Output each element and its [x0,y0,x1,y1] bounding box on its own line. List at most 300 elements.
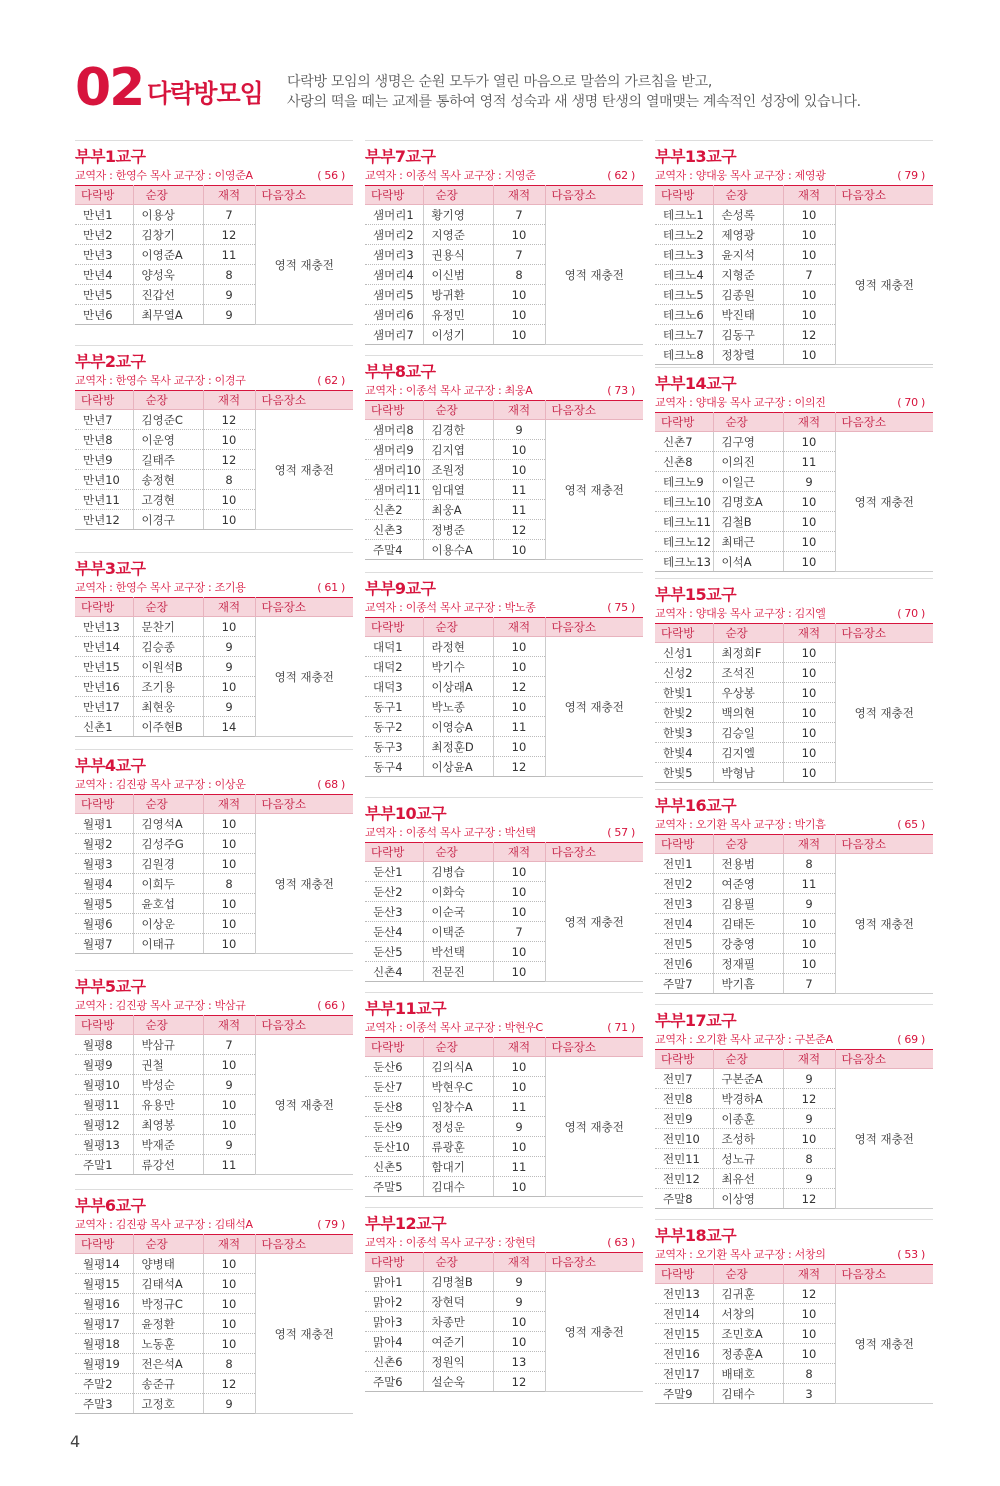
table-row [655,1069,933,1089]
enrolled-cell: 10 [493,325,545,345]
leader-cell: 이희두 [133,874,203,894]
room-cell: 전민1 [655,854,713,874]
leader-cell: 정병준 [423,520,493,540]
col-next-place-header: 다음장소 [545,401,643,420]
table-header-row [75,1016,353,1035]
pastor-leader-text: 교역자 : 한영수 목사 교구장 : 이경구 [75,374,246,387]
room-cell: 둔산9 [365,1117,423,1137]
district-group [365,572,643,777]
enrolled-cell: 9 [203,697,255,717]
col-leader-header: 순장 [423,1038,493,1057]
leader-cell: 김구영 [713,432,783,452]
col-leader-header: 순장 [133,1016,203,1035]
district-info [365,1234,643,1252]
room-cell: 전민17 [655,1364,713,1384]
room-cell: 월평3 [75,854,133,874]
room-cell: 신촌1 [75,717,133,737]
district-title: 부부2교구 [75,345,353,372]
col-room-header: 다락방 [365,618,423,637]
enrolled-cell: 11 [493,480,545,500]
col-enrolled-header: 재적 [783,835,835,854]
enrolled-cell: 9 [203,305,255,325]
enrolled-cell: 8 [783,854,835,874]
enrolled-cell: 12 [493,520,545,540]
room-cell: 맑아1 [365,1272,423,1292]
table-row [365,637,643,657]
enrolled-cell: 10 [783,954,835,974]
leader-cell: 김태석A [133,1274,203,1294]
table-header-row [75,391,353,410]
enrolled-cell: 9 [783,472,835,492]
table-header-row [75,186,353,205]
leader-cell: 송정현 [133,470,203,490]
enrolled-cell: 9 [203,1135,255,1155]
district-group [655,578,933,783]
leader-cell: 손성록 [713,205,783,225]
district-info [75,372,353,390]
enrolled-cell: 10 [493,862,545,882]
leader-cell: 이석A [713,552,783,572]
room-cell: 월평15 [75,1274,133,1294]
leader-cell: 김종원 [713,285,783,305]
leader-cell: 박현우C [423,1077,493,1097]
pastor-leader-text: 교역자 : 이종석 목사 교구장 : 박선택 [365,826,536,839]
enrolled-cell: 10 [493,657,545,677]
next-place-cell: 영적 재충전 [545,637,643,777]
col-leader-header: 순장 [713,1050,783,1069]
room-cell: 주말1 [75,1155,133,1175]
leader-cell: 길태주 [133,450,203,470]
leader-cell: 임대열 [423,480,493,500]
room-cell: 샘머리10 [365,460,423,480]
enrolled-cell: 10 [493,225,545,245]
member-count: ( 71 ) [607,1021,635,1034]
district-info [655,394,933,412]
enrolled-cell: 7 [493,922,545,942]
enrolled-cell: 9 [493,1292,545,1312]
next-place-cell: 영적 재충전 [255,814,353,954]
room-cell: 전민8 [655,1089,713,1109]
enrolled-cell: 9 [203,657,255,677]
room-cell: 한빛5 [655,763,713,783]
leader-cell: 정창렬 [713,345,783,365]
table-row [75,617,353,637]
leader-cell: 송준규 [133,1374,203,1394]
col-room-header: 다락방 [365,186,423,205]
leader-cell: 최영봉 [133,1115,203,1135]
leader-cell: 이영준A [133,245,203,265]
col-enrolled-header: 재적 [783,1265,835,1284]
table-header-row [655,835,933,854]
col-next-place-header: 다음장소 [545,843,643,862]
room-cell: 테크노8 [655,345,713,365]
room-cell: 테크노10 [655,492,713,512]
col-enrolled-header: 재적 [783,413,835,432]
room-cell: 신촌8 [655,452,713,472]
col-leader-header: 순장 [713,413,783,432]
col-enrolled-header: 재적 [493,618,545,637]
enrolled-cell: 10 [783,205,835,225]
district-title: 부부9교구 [365,572,643,599]
leader-cell: 이상운 [133,914,203,934]
leader-cell: 이원석B [133,657,203,677]
room-cell: 전민16 [655,1344,713,1364]
room-cell: 대덕3 [365,677,423,697]
enrolled-cell: 10 [783,1344,835,1364]
district-table [75,390,353,530]
district-info [365,824,643,842]
col-next-place-header: 다음장소 [545,1253,643,1272]
table-header-row [365,401,643,420]
col-next-place-header: 다음장소 [545,1038,643,1057]
district-table [655,412,933,572]
district-group [75,140,353,325]
room-cell: 테크노12 [655,532,713,552]
enrolled-cell: 10 [493,305,545,325]
leader-cell: 김명호A [713,492,783,512]
member-count: ( 53 ) [897,1248,925,1261]
enrolled-cell: 10 [493,697,545,717]
room-cell: 전민6 [655,954,713,974]
leader-cell: 백의현 [713,703,783,723]
col-enrolled-header: 재적 [203,186,255,205]
room-cell: 샘머리4 [365,265,423,285]
district-group [365,140,643,345]
leader-cell: 김지엽 [423,440,493,460]
enrolled-cell: 10 [783,703,835,723]
member-count: ( 75 ) [607,601,635,614]
member-count: ( 62 ) [317,374,345,387]
room-cell: 둔산8 [365,1097,423,1117]
room-cell: 만년17 [75,697,133,717]
enrolled-cell: 10 [493,737,545,757]
room-cell: 전민13 [655,1284,713,1304]
table-row [365,862,643,882]
member-count: ( 70 ) [897,396,925,409]
next-place-cell: 영적 재충전 [545,420,643,560]
leader-cell: 이택준 [423,922,493,942]
enrolled-cell: 10 [203,1055,255,1075]
room-cell: 동구4 [365,757,423,777]
enrolled-cell: 10 [493,285,545,305]
leader-cell: 김승일 [713,723,783,743]
col-leader-header: 순장 [713,624,783,643]
district-group [365,797,643,982]
district-table [365,1252,643,1392]
room-cell: 월평6 [75,914,133,934]
room-cell: 테크노5 [655,285,713,305]
column-1 [75,140,353,1414]
enrolled-cell: 10 [783,723,835,743]
room-cell: 둔산1 [365,862,423,882]
member-count: ( 57 ) [607,826,635,839]
room-cell: 주말6 [365,1372,423,1392]
leader-cell: 이순국 [423,902,493,922]
district-title: 부부5교구 [75,970,353,997]
table-row [365,205,643,225]
leader-cell: 김원경 [133,854,203,874]
leader-cell: 최현웅 [133,697,203,717]
col-next-place-header: 다음장소 [545,618,643,637]
enrolled-cell: 10 [783,512,835,532]
enrolled-cell: 10 [203,510,255,530]
enrolled-cell: 12 [783,1189,835,1209]
pastor-leader-text: 교역자 : 이종석 목사 교구장 : 최웅A [365,384,533,397]
enrolled-cell: 12 [783,1089,835,1109]
leader-cell: 성노규 [713,1149,783,1169]
district-info [75,776,353,794]
table-header-row [365,1038,643,1057]
leader-cell: 김태돈 [713,914,783,934]
room-cell: 샘머리2 [365,225,423,245]
room-cell: 신촌2 [365,500,423,520]
col-enrolled-header: 재적 [203,391,255,410]
col-next-place-header: 다음장소 [255,598,353,617]
room-cell: 월평4 [75,874,133,894]
district-title: 부부6교구 [75,1189,353,1216]
col-enrolled-header: 재적 [203,1235,255,1254]
district-table [655,623,933,783]
district-info [75,579,353,597]
room-cell: 만년4 [75,265,133,285]
room-cell: 월평11 [75,1095,133,1115]
district-title: 부부1교구 [75,140,353,167]
leader-cell: 김지엘 [713,743,783,763]
enrolled-cell: 10 [493,1332,545,1352]
leader-cell: 박재준 [133,1135,203,1155]
table-row [365,420,643,440]
member-count: ( 56 ) [317,169,345,182]
leader-cell: 이용수A [423,540,493,560]
room-cell: 만년15 [75,657,133,677]
district-info [365,167,643,185]
leader-cell: 차종만 [423,1312,493,1332]
enrolled-cell: 10 [783,532,835,552]
enrolled-cell: 7 [203,205,255,225]
district-table [365,1037,643,1197]
leader-cell: 여준기 [423,1332,493,1352]
leader-cell: 이상래A [423,677,493,697]
district-info [655,816,933,834]
leader-cell: 김성주G [133,834,203,854]
enrolled-cell: 10 [203,814,255,834]
room-cell: 월평1 [75,814,133,834]
enrolled-cell: 10 [783,934,835,954]
col-next-place-header: 다음장소 [835,1265,933,1284]
room-cell: 샘머리6 [365,305,423,325]
enrolled-cell: 8 [783,1364,835,1384]
leader-cell: 류강선 [133,1155,203,1175]
room-cell: 월평12 [75,1115,133,1135]
district-table [655,185,933,365]
room-cell: 만년1 [75,205,133,225]
enrolled-cell: 10 [783,345,835,365]
room-cell: 대덕2 [365,657,423,677]
col-enrolled-header: 재적 [203,795,255,814]
col-leader-header: 순장 [133,1235,203,1254]
room-cell: 테크노6 [655,305,713,325]
leader-cell: 윤지석 [713,245,783,265]
enrolled-cell: 8 [203,874,255,894]
table-row [75,814,353,834]
leader-cell: 김태수 [713,1384,783,1404]
room-cell: 월평18 [75,1334,133,1354]
enrolled-cell: 7 [783,265,835,285]
table-header-row [655,1265,933,1284]
enrolled-cell: 3 [783,1384,835,1404]
room-cell: 한빛4 [655,743,713,763]
room-cell: 맑아3 [365,1312,423,1332]
room-cell: 대덕1 [365,637,423,657]
enrolled-cell: 12 [493,1372,545,1392]
enrolled-cell: 9 [203,1394,255,1414]
leader-cell: 김병습 [423,862,493,882]
col-room-header: 다락방 [75,795,133,814]
col-enrolled-header: 재적 [493,1038,545,1057]
district-title: 부부13교구 [655,140,933,167]
col-room-header: 다락방 [365,1253,423,1272]
room-cell: 신촌7 [655,432,713,452]
district-title: 부부15교구 [655,578,933,605]
member-count: ( 61 ) [317,581,345,594]
district-group [75,552,353,737]
leader-cell: 권철 [133,1055,203,1075]
enrolled-cell: 9 [203,285,255,305]
room-cell: 월평17 [75,1314,133,1334]
col-leader-header: 순장 [423,618,493,637]
room-cell: 만년11 [75,490,133,510]
room-cell: 전민14 [655,1304,713,1324]
leader-cell: 김의식A [423,1057,493,1077]
next-place-cell: 영적 재충전 [835,205,933,365]
member-count: ( 79 ) [317,1218,345,1231]
room-cell: 전민2 [655,874,713,894]
leader-cell: 류광훈 [423,1137,493,1157]
table-header-row [75,795,353,814]
description-line-1: 다락방 모임의 생명은 순원 모두가 열린 마음으로 말씀의 가르침을 받고, [287,74,712,90]
pastor-leader-text: 교역자 : 김진광 목사 교구장 : 김태석A [75,1218,253,1231]
col-leader-header: 순장 [713,186,783,205]
district-title: 부부18교구 [655,1219,933,1246]
leader-cell: 조원정 [423,460,493,480]
enrolled-cell: 10 [783,914,835,934]
col-room-header: 다락방 [655,835,713,854]
room-cell: 월평14 [75,1254,133,1274]
col-next-place-header: 다음장소 [255,1235,353,1254]
enrolled-cell: 10 [493,882,545,902]
enrolled-cell: 10 [203,934,255,954]
leader-cell: 여준영 [713,874,783,894]
enrolled-cell: 10 [203,430,255,450]
room-cell: 신촌4 [365,962,423,982]
member-count: ( 73 ) [607,384,635,397]
leader-cell: 라정현 [423,637,493,657]
room-cell: 월평8 [75,1035,133,1055]
leader-cell: 조성하 [713,1129,783,1149]
room-cell: 만년10 [75,470,133,490]
enrolled-cell: 10 [783,1304,835,1324]
pastor-leader-text: 교역자 : 양대웅 목사 교구장 : 제영광 [655,169,826,182]
district-group [655,367,933,572]
col-enrolled-header: 재적 [493,843,545,862]
table-header-row [655,624,933,643]
pastor-leader-text: 교역자 : 오기환 목사 교구장 : 박기흠 [655,818,826,831]
leader-cell: 장현덕 [423,1292,493,1312]
table-row [655,643,933,663]
enrolled-cell: 10 [493,942,545,962]
room-cell: 월평19 [75,1354,133,1374]
table-header-row [75,598,353,617]
column-2 [365,140,643,1392]
enrolled-cell: 10 [493,1057,545,1077]
room-cell: 신성1 [655,643,713,663]
col-enrolled-header: 재적 [493,1253,545,1272]
col-next-place-header: 다음장소 [545,186,643,205]
room-cell: 만년7 [75,410,133,430]
leader-cell: 이종훈 [713,1109,783,1129]
leader-cell: 전문진 [423,962,493,982]
member-count: ( 79 ) [897,169,925,182]
room-cell: 테크노13 [655,552,713,572]
leader-cell: 고경현 [133,490,203,510]
leader-cell: 정종훈A [713,1344,783,1364]
leader-cell: 윤정환 [133,1314,203,1334]
room-cell: 동구3 [365,737,423,757]
leader-cell: 지영준 [423,225,493,245]
room-cell: 둔산10 [365,1137,423,1157]
leader-cell: 임창수A [423,1097,493,1117]
room-cell: 주말2 [75,1374,133,1394]
district-group [655,1004,933,1209]
room-cell: 동구2 [365,717,423,737]
leader-cell: 윤호섭 [133,894,203,914]
next-place-cell: 영적 재충전 [545,1272,643,1392]
leader-cell: 배태호 [713,1364,783,1384]
enrolled-cell: 12 [203,225,255,245]
leader-cell: 박기흠 [713,974,783,994]
enrolled-cell: 10 [203,1314,255,1334]
pastor-leader-text: 교역자 : 오기환 목사 교구장 : 서창의 [655,1248,826,1261]
leader-cell: 김창기 [133,225,203,245]
room-cell: 신성2 [655,663,713,683]
district-info [655,1031,933,1049]
room-cell: 만년14 [75,637,133,657]
leader-cell: 최무열A [133,305,203,325]
room-cell: 월평5 [75,894,133,914]
enrolled-cell: 10 [203,914,255,934]
district-info [655,167,933,185]
table-row [75,205,353,225]
col-enrolled-header: 재적 [493,186,545,205]
district-group [75,749,353,954]
enrolled-cell: 10 [783,643,835,663]
room-cell: 둔산6 [365,1057,423,1077]
leader-cell: 유정민 [423,305,493,325]
leader-cell: 박선택 [423,942,493,962]
room-cell: 주말3 [75,1394,133,1414]
member-count: ( 65 ) [897,818,925,831]
enrolled-cell: 9 [783,1109,835,1129]
pastor-leader-text: 교역자 : 오기환 목사 교구장 : 구본준A [655,1033,833,1046]
room-cell: 만년16 [75,677,133,697]
col-leader-header: 순장 [133,391,203,410]
enrolled-cell: 12 [493,757,545,777]
district-table [75,1015,353,1175]
leader-cell: 이신범 [423,265,493,285]
room-cell: 만년8 [75,430,133,450]
col-room-header: 다락방 [655,624,713,643]
district-table [75,597,353,737]
